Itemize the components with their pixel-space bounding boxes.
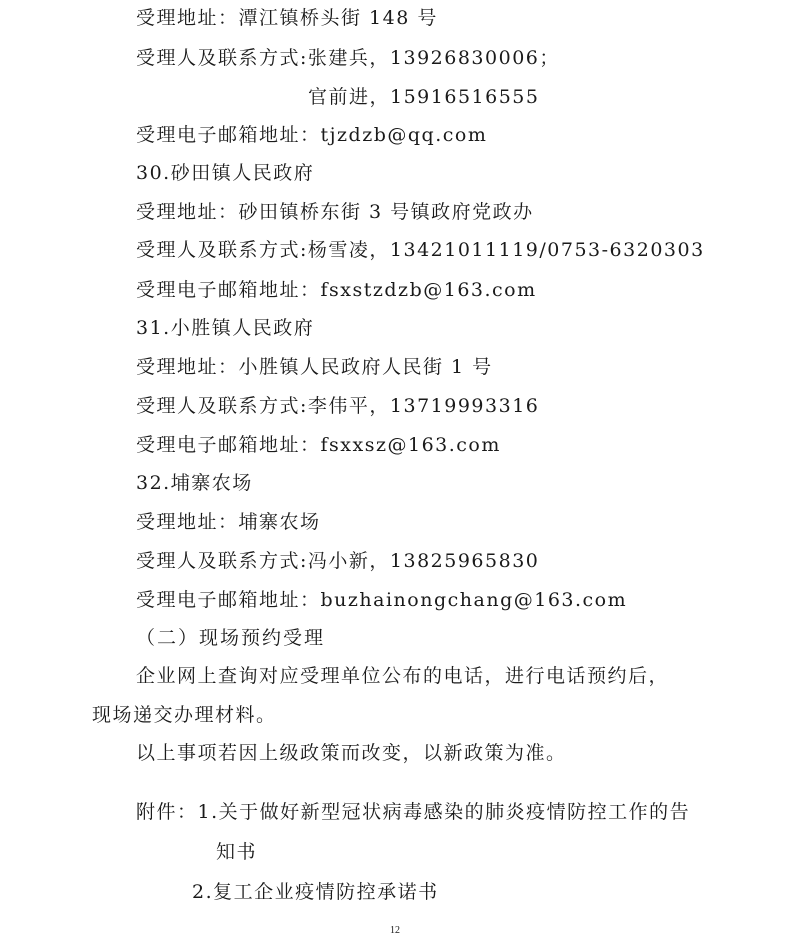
- shatian-contact: 受理人及联系方式:杨雪凌，13421011119/0753-6320303: [136, 239, 705, 261]
- tanjiang-contact: 受理人及联系方式:张建兵，13926830006；: [136, 47, 560, 69]
- xiaosheng-address: 受理地址：小胜镇人民政府人民街 1 号: [136, 356, 493, 378]
- xiaosheng-contact: 受理人及联系方式:李伟平，13719993316: [136, 395, 540, 417]
- onsite-paragraph-line-1: 企业网上查询对应受理单位公布的电话，进行电话预约后，: [136, 665, 670, 687]
- section-31-title: 31.小胜镇人民政府: [136, 317, 315, 339]
- attachment-1-line-1: 附件：1.关于做好新型冠状病毒感染的肺炎疫情防控工作的告: [136, 801, 691, 823]
- attachment-2: 2.复工企业疫情防控承诺书: [192, 881, 439, 903]
- section-32-title: 32.埔寨农场: [136, 472, 253, 494]
- tanjiang-address: 受理地址：潭江镇桥头街 148 号: [136, 7, 438, 29]
- onsite-section-heading: （二）现场预约受理: [136, 627, 326, 649]
- section-30-title: 30.砂田镇人民政府: [136, 162, 315, 184]
- shatian-address: 受理地址：砂田镇桥东街 3 号镇政府党政办: [136, 201, 534, 223]
- policy-note: 以上事项若因上级政策而改变，以新政策为准。: [136, 742, 567, 764]
- xiaosheng-email: 受理电子邮箱地址：fsxxsz@163.com: [136, 434, 501, 456]
- attachment-1-line-2: 知书: [216, 841, 258, 863]
- page-number: 12: [390, 925, 400, 936]
- onsite-paragraph-line-2: 现场递交办理材料。: [92, 704, 277, 726]
- buzhai-contact: 受理人及联系方式:冯小新，13825965830: [136, 550, 540, 572]
- shatian-email: 受理电子邮箱地址：fsxstzdzb@163.com: [136, 279, 537, 301]
- tanjiang-contact-2: 官前进，15916516555: [308, 86, 540, 108]
- tanjiang-email: 受理电子邮箱地址：tjzdzb@qq.com: [136, 124, 488, 146]
- buzhai-address: 受理地址：埔寨农场: [136, 511, 321, 533]
- buzhai-email: 受理电子邮箱地址：buzhainongchang@163.com: [136, 589, 628, 611]
